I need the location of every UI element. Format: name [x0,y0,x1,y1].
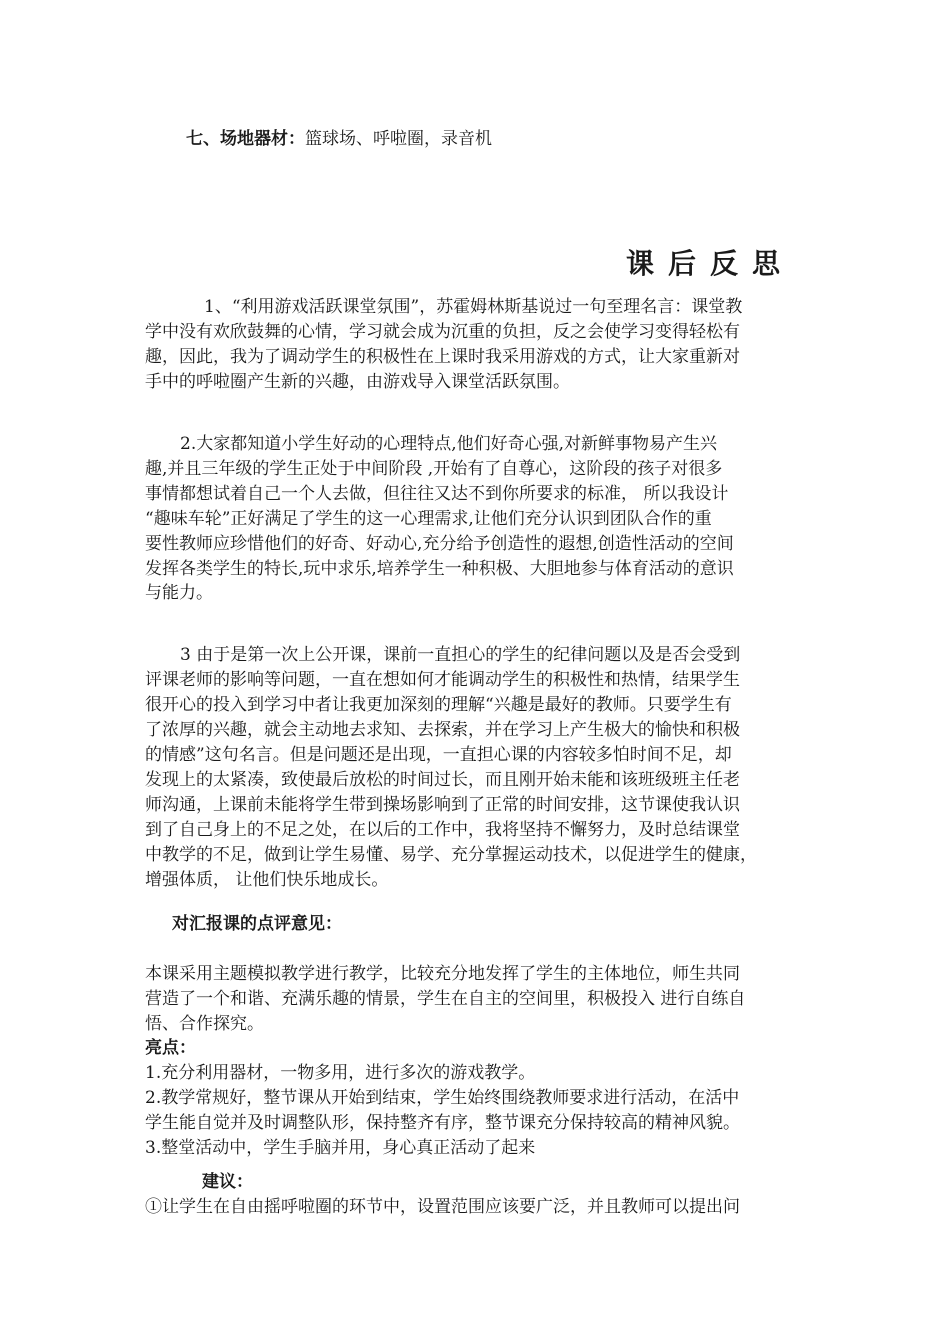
venue-value: 篮球场、呼啦圈，录音机 [305,129,492,149]
highlights-label: 亮点： [145,1038,196,1058]
venue-line [186,127,492,151]
p3-line: 3 由于是第一次上公开课，课前一直担心的学生的纪律问题以及是否会受到 [180,645,741,665]
suggestion-item: ①让学生在自由摇呼啦圈的环节中，设置范围应该要广泛，并且教师可以提出问 [145,1197,740,1217]
p3-line: 增强体质， 让他们快乐地成长。 [145,870,389,890]
p3-line: 师沟通，上课前未能将学生带到操场影响到了正常的时间安排，这节课使我认识 [145,795,740,815]
venue-label: 七、场地器材： [186,129,305,149]
p2-line: 趣,并且三年级的学生正处于中间阶段 ,开始有了自尊心，这阶段的孩子对很多 [145,459,723,479]
p1-line: 手中的呼啦圈产生新的兴趣，由游戏导入课堂活跃氛围。 [145,372,570,392]
review-heading: 对汇报课的点评意见： [172,914,342,934]
highlight-item: 2.教学常规好，整节课从开始到结束，学生始终围绕教师要求进行活动，在活中 [145,1088,740,1108]
p3-line: 发现上的太紧凑，致使最后放松的时间过长，而且刚开始未能和该班级班主任老 [145,770,740,790]
highlight-item: 1.充分利用器材，一物多用，进行多次的游戏教学。 [145,1063,536,1083]
p2-line: “趣味车轮”正好满足了学生的这一心理需求,让他们充分认识到团队合作的重 [145,509,712,529]
p2-line: 事情都想试着自己一个人去做，但往往又达不到你所要求的标准， 所以我设计 [145,484,729,504]
p3-line: 的情感”这句名言。但是问题还是出现，一直担心课的内容较多怕时间不足，却 [145,745,732,765]
p3-line: 中教学的不足，做到让学生易懂、易学、充分掌握运动技术，以促进学生的健康， [145,845,757,865]
p3-line: 评课老师的影响等问题，一直在想如何才能调动学生的积极性和热情，结果学生 [145,670,740,690]
highlight-item: 3.整堂活动中，学生手脑并用，身心真正活动了起来 [145,1138,536,1158]
p2-line: 发挥各类学生的特长,玩中求乐,培养学生一种积极、大胆地参与体育活动的意识 [145,559,734,579]
p2-line: 2.大家都知道小学生好动的心理特点,他们好奇心强,对新鲜事物易产生兴 [180,434,718,454]
p3-line: 到了自己身上的不足之处，在以后的工作中，我将坚持不懈努力，及时总结课堂 [145,820,740,840]
highlight-item: 学生能自觉并及时调整队形，保持整齐有序，整节课充分保持较高的精神风貌。 [145,1113,740,1133]
p1-line: 学中没有欢欣鼓舞的心情，学习就会成为沉重的负担，反之会使学习变得轻松有 [145,322,740,342]
review-summary-line: 本课采用主题模拟教学进行教学，比较充分地发挥了学生的主体地位，师生共同 [145,964,740,984]
reflection-title: 课后反思 [626,247,795,280]
suggestions-label: 建议： [202,1172,253,1192]
p2-line: 要性教师应珍惜他们的好奇、好动心,充分给予创造性的遐想,创造性活动的空间 [145,534,734,554]
p3-line: 很开心的投入到学习中者让我更加深刻的理解“兴趣是最好的教师。只要学生有 [145,695,732,715]
p1-line: 趣，因此，我为了调动学生的积极性在上课时我采用游戏的方式，让大家重新对 [145,347,740,367]
p3-line: 了浓厚的兴趣，就会主动地去求知、去探索，并在学习上产生极大的愉快和积极 [145,720,740,740]
review-summary-line: 营造了一个和谐、充满乐趣的情景，学生在自主的空间里，积极投入 进行自练自 [145,989,746,1009]
p1-line: 1、“利用游戏活跃课堂氛围”，苏霍姆林斯基说过一句至理名言：课堂教 [204,297,743,317]
review-summary-line: 悟、合作探究。 [145,1014,264,1034]
p2-line: 与能力。 [145,583,213,603]
